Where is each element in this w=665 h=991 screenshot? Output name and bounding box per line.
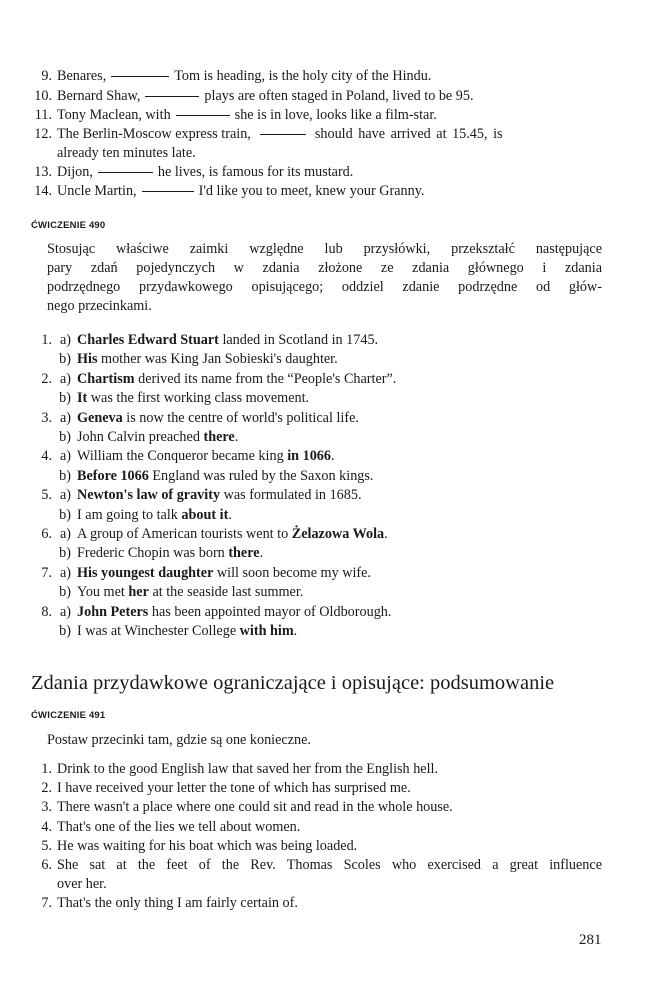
sub-item-label: b) — [59, 506, 71, 523]
sub-item-text: Before 1066 England was ruled by the Saxon kings. — [77, 467, 374, 484]
sub-item-text: His youngest daughter will soon become my wife. — [77, 564, 371, 581]
sub-item-label: a) — [59, 526, 71, 542]
item-text: There wasn't a place where one could sit and read in the whole house. — [57, 799, 453, 816]
item-number: 9. — [41, 68, 52, 84]
item-number: 5. — [41, 837, 52, 854]
sub-item-label: a) — [59, 409, 71, 426]
item-number: 6. — [41, 857, 52, 873]
answer-blank[interactable] — [98, 172, 153, 173]
item-text: He was waiting for his boat which was being loaded. — [57, 837, 358, 854]
sub-item-label: b) — [59, 623, 71, 639]
sub-item-label: b) — [59, 390, 71, 407]
item-number: 13. — [34, 164, 52, 180]
sub-item-text: Frederic Chopin was born there. — [77, 545, 264, 562]
answer-blank[interactable] — [260, 134, 306, 135]
sub-item-label: a) — [59, 370, 71, 387]
item-text: Dijon, he lives, is famous for its mustard. — [57, 164, 354, 180]
exercise-instruction: Postaw przecinki tam, gdzie są one konieczne. — [47, 732, 311, 748]
bold-phrase: with him — [239, 623, 294, 639]
sub-item-label: b) — [59, 429, 71, 445]
exercise-label: ĆWICZENIE 490 — [31, 220, 106, 231]
bold-phrase: there — [203, 429, 235, 445]
sub-item-text: John Calvin preached there. — [77, 429, 239, 445]
item-text: Uncle Martin, I'd like you to meet, knew your Granny. — [57, 183, 425, 199]
sub-item-text: A group of American tourists went to Żelazowa Wola. — [77, 526, 388, 542]
answer-blank[interactable] — [142, 191, 194, 192]
item-number: 6. — [41, 526, 52, 542]
item-number: 7. — [41, 895, 52, 912]
sub-item-label: a) — [59, 487, 71, 504]
section-heading: Zdania przydawkowe ograniczające i opisujące: podsumowanie — [31, 672, 555, 694]
item-number: 1. — [41, 332, 52, 348]
bold-phrase: in 1066 — [287, 448, 331, 465]
sub-item-label: b) — [59, 584, 71, 601]
item-text: Bernard Shaw, plays are often staged in Poland, lived to be 95. — [57, 88, 474, 104]
item-number: 2. — [41, 780, 52, 797]
bold-phrase: His youngest daughter — [77, 564, 214, 581]
sub-item-label: a) — [59, 564, 71, 581]
sub-item-label: a) — [59, 332, 71, 348]
bold-phrase: her — [128, 584, 149, 601]
sub-item-text: It was the first working class movement. — [77, 390, 310, 407]
item-text: I have received your letter the tone of which has surprised me. — [57, 780, 411, 797]
item-text: Drink to the good English law that saved her from the English hell. — [57, 761, 439, 777]
item-text: That's one of the lies we tell about women. — [57, 818, 301, 835]
item-text: That's the only thing I am fairly certain of. — [57, 895, 298, 912]
bold-phrase: Newton's law of gravity — [77, 487, 221, 504]
answer-blank[interactable] — [111, 76, 169, 77]
bold-phrase: It — [77, 390, 88, 407]
exercise-instruction: Stosując właściwe zaimki względne lub przysłówki, przekształć następujące pary zdań pojedynczych w zdania złożone ze zdania głównego i zdania podrzędnego przydawkowego opisującego; oddziel zdanie podrzędne od głów- nego przecinkami. — [47, 241, 602, 314]
item-text: She sat at the feet of the Rev. Thomas Scoles who exercised a great influence — [57, 857, 602, 873]
bold-phrase: Chartism — [77, 370, 135, 387]
bold-phrase: Charles Edward Stuart — [77, 332, 219, 348]
sub-item-text: His mother was King Jan Sobieski's daughter. — [77, 351, 338, 368]
sub-item-label: b) — [59, 351, 71, 368]
sub-item-text: Newton's law of gravity was formulated in 1685. — [77, 487, 362, 504]
item-text: Benares, Tom is heading, is the holy city of the Hindu. — [57, 68, 432, 84]
sub-item-text: William the Conqueror became king in 1066. — [77, 448, 335, 465]
sub-item-label: b) — [59, 467, 71, 484]
sub-item-text: I am going to talk about it. — [77, 506, 232, 523]
item-number: 4. — [41, 448, 52, 465]
item-number: 12. — [34, 126, 52, 142]
bold-phrase: Żelazowa Wola — [291, 526, 385, 542]
sub-item-label: b) — [59, 545, 71, 562]
sub-item-text: Charles Edward Stuart landed in Scotland in 1745. — [77, 332, 379, 348]
item-number: 2. — [41, 370, 52, 387]
bold-phrase: Geneva — [77, 409, 123, 426]
answer-blank[interactable] — [145, 96, 199, 97]
bold-phrase: about it — [181, 506, 229, 523]
list-item-continuation: already ten minutes late. — [57, 145, 196, 161]
item-number: 7. — [41, 564, 52, 581]
item-number: 4. — [41, 818, 52, 835]
item-number: 8. — [41, 603, 52, 620]
item-number: 11. — [34, 107, 52, 123]
item-text: The Berlin-Moscow express train, should have arrived at 15.45, is — [57, 126, 503, 142]
item-number: 5. — [41, 487, 52, 504]
bold-phrase: John Peters — [77, 603, 149, 620]
answer-blank[interactable] — [176, 115, 230, 116]
item-number: 3. — [41, 409, 52, 426]
sub-item-text: You met her at the seaside last summer. — [77, 584, 304, 601]
sub-item-text: I was at Winchester College with him. — [77, 623, 298, 639]
bold-phrase: Before 1066 — [77, 467, 149, 484]
page-number: 281 — [579, 932, 602, 948]
sub-item-text: John Peters has been appointed mayor of Oldborough. — [77, 603, 392, 620]
sub-item-text: Chartism derived its name from the “People's Charter”. — [77, 370, 397, 387]
sub-item-label: a) — [59, 448, 71, 465]
item-number: 10. — [34, 88, 52, 104]
item-number: 1. — [41, 761, 52, 777]
exercise-label: ĆWICZENIE 491 — [31, 710, 106, 721]
bold-phrase: His — [77, 351, 98, 368]
list-item-continuation: over her. — [57, 876, 107, 893]
bold-phrase: there — [228, 545, 260, 562]
sub-item-label: a) — [59, 603, 71, 620]
sub-item-text: Geneva is now the centre of world's political life. — [77, 409, 359, 426]
item-text: Tony Maclean, with she is in love, looks like a film-star. — [57, 107, 437, 123]
item-number: 14. — [34, 183, 52, 199]
item-number: 3. — [41, 799, 52, 816]
